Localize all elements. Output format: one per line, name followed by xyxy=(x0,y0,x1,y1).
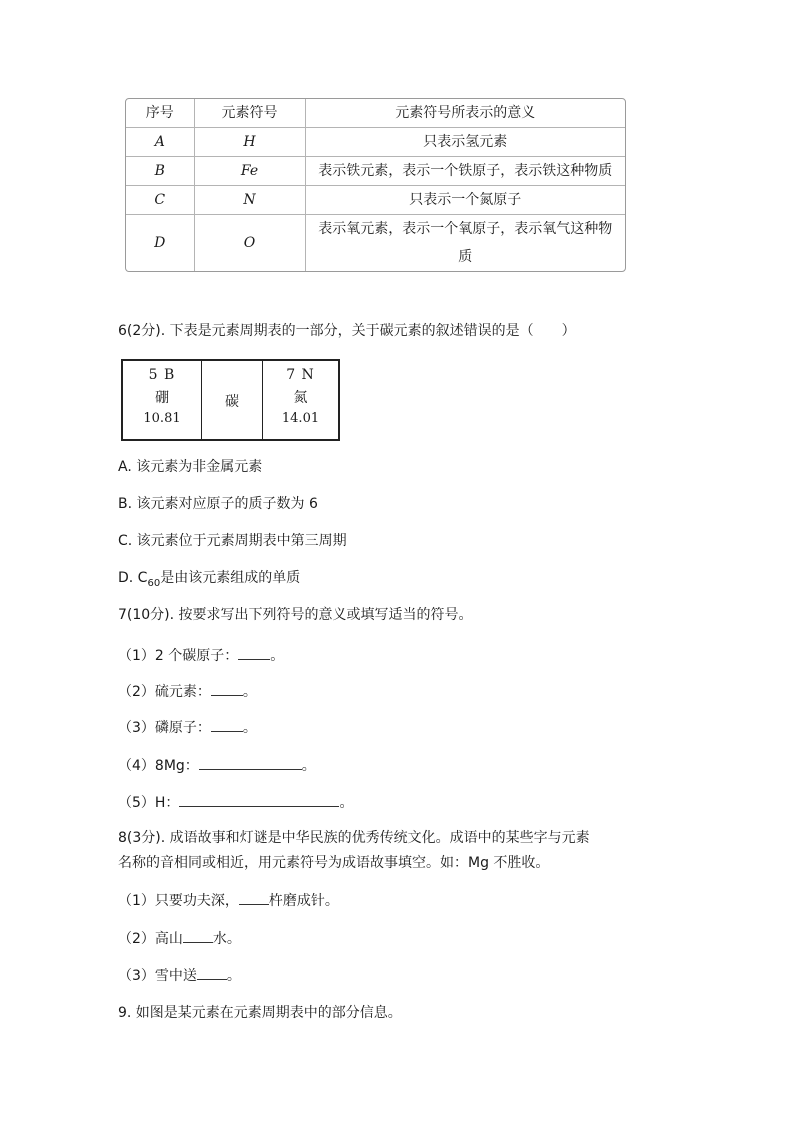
row-id: C xyxy=(126,186,194,215)
q8-item-after: 。 xyxy=(226,968,241,984)
answer-blank[interactable] xyxy=(183,928,213,943)
table-header-row xyxy=(126,99,625,128)
answer-blank[interactable] xyxy=(179,792,339,807)
symbol-meaning-table xyxy=(125,98,626,272)
answer-blank[interactable] xyxy=(239,890,269,905)
q8-item-after: 杵磨成针。 xyxy=(268,893,339,909)
q7-item-end: 。 xyxy=(242,720,257,736)
row-symbol: O xyxy=(194,215,305,272)
q8-item-before: （2）高山 xyxy=(118,931,183,947)
answer-blank[interactable] xyxy=(238,645,270,660)
q7-item-1 xyxy=(118,645,284,666)
q7-item-label: （5）H： xyxy=(118,795,180,811)
q8-item-2 xyxy=(118,928,241,949)
q7-item-3 xyxy=(118,717,257,738)
periodic-cell-carbon xyxy=(201,361,262,439)
row-meaning: 只表示氢元素 xyxy=(305,128,625,157)
q7-item-end: 。 xyxy=(301,758,316,774)
question-9-stem: 9. 如图是某元素在元素周期表中的部分信息。 xyxy=(118,1005,402,1021)
answer-blank[interactable] xyxy=(199,755,302,770)
cell-atomic-mass: 14.01 xyxy=(281,411,320,426)
cell-element-name: 碳 xyxy=(225,394,239,410)
periodic-table-fragment xyxy=(121,359,340,441)
row-symbol: H xyxy=(194,128,305,157)
row-meaning: 表示铁元素，表示一个铁原子，表示铁这种物质 xyxy=(305,157,625,186)
q7-item-4 xyxy=(118,755,316,776)
q8-item-1 xyxy=(118,890,339,911)
answer-blank[interactable] xyxy=(211,717,243,732)
table-row xyxy=(126,157,625,186)
q7-item-end: 。 xyxy=(270,648,285,664)
cell-element-name: 硼 xyxy=(155,390,169,406)
answer-blank[interactable] xyxy=(211,681,243,696)
question-8-stem-line-2: 名称的音相同或相近，用元素符号为成语故事填空。如：Mg 不胜收。 xyxy=(118,855,550,871)
q7-item-end: 。 xyxy=(242,684,257,700)
q8-item-after: 水。 xyxy=(212,931,241,947)
option-d-prefix: D. C xyxy=(118,570,148,586)
periodic-cell-nitrogen xyxy=(262,361,338,439)
q8-item-before: （1）只要功夫深， xyxy=(118,893,239,909)
question-7-stem: 7(10分). 按要求写出下列符号的意义或填写适当的符号。 xyxy=(118,607,473,623)
option-d-subscript: 60 xyxy=(147,577,161,589)
cell-number-symbol: 7 N xyxy=(286,367,315,383)
option-b: B. 该元素对应原子的质子数为 6 xyxy=(118,496,318,512)
table-row xyxy=(126,128,625,157)
q7-item-end: 。 xyxy=(339,795,354,811)
option-d xyxy=(118,568,300,594)
cell-atomic-mass: 10.81 xyxy=(143,411,181,426)
q8-item-3 xyxy=(118,965,241,986)
q8-item-before: （3）雪中送 xyxy=(118,968,197,984)
q7-item-label: （1）2 个碳原子： xyxy=(118,648,239,664)
row-symbol: N xyxy=(194,186,305,215)
q7-item-label: （4）8Mg： xyxy=(118,758,199,774)
table-row xyxy=(126,215,625,272)
table-row xyxy=(126,186,625,215)
answer-blank[interactable] xyxy=(197,965,227,980)
option-c: C. 该元素位于元素周期表中第三周期 xyxy=(118,533,347,549)
row-id: A xyxy=(126,128,194,157)
q7-item-2 xyxy=(118,681,257,702)
q7-item-5 xyxy=(118,792,353,813)
q7-item-label: （2）硫元素： xyxy=(118,684,211,700)
header-meaning: 元素符号所表示的意义 xyxy=(305,99,625,128)
option-d-suffix: 是由该元素组成的单质 xyxy=(160,570,301,586)
option-a: A. 该元素为非金属元素 xyxy=(118,459,263,475)
row-meaning: 只表示一个氮原子 xyxy=(305,186,625,215)
header-symbol: 元素符号 xyxy=(194,99,305,128)
periodic-cell-boron xyxy=(123,361,201,439)
question-8-stem-line-1: 8(3分). 成语故事和灯谜是中华民族的优秀传统文化。成语中的某些字与元素 xyxy=(118,830,590,846)
cell-number-symbol: 5 B xyxy=(148,367,176,383)
header-index: 序号 xyxy=(126,99,194,128)
row-symbol: Fe xyxy=(194,157,305,186)
row-id: D xyxy=(126,215,194,272)
q7-item-label: （3）磷原子： xyxy=(118,720,211,736)
row-meaning: 表示氧元素，表示一个氧原子，表示氧气这种物质 xyxy=(305,215,625,272)
cell-element-name: 氮 xyxy=(293,390,308,406)
question-6-stem: 6(2分). 下表是元素周期表的一部分，关于碳元素的叙述错误的是（ ） xyxy=(118,323,576,339)
row-id: B xyxy=(126,157,194,186)
